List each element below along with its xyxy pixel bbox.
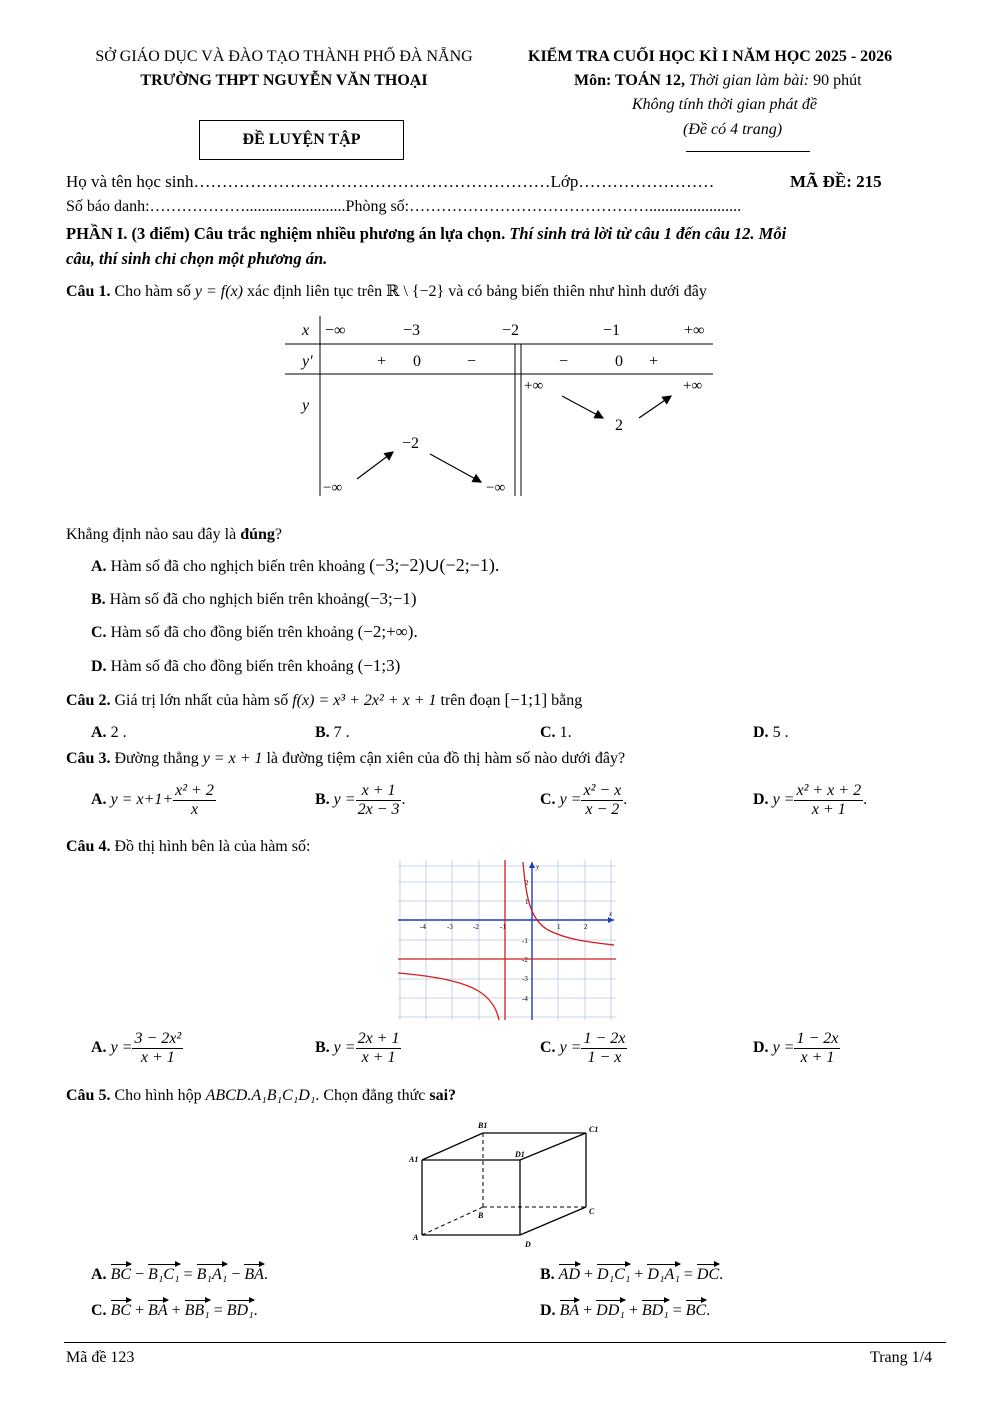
- y-tick: 2: [525, 879, 529, 887]
- x-val-1: −∞: [325, 322, 346, 339]
- vertex-label: A: [413, 1233, 419, 1242]
- x-axis-label: x: [609, 910, 613, 918]
- department-name: SỞ GIÁO DỤC VÀ ĐÀO TẠO THÀNH PHỐ ĐÀ NẴNG: [95, 48, 473, 65]
- practice-exam-box: ĐỀ LUYỆN TẬP: [199, 120, 404, 160]
- vertex-label: B1: [478, 1121, 488, 1130]
- q3-option-d[interactable]: D. y = $\frac{\text{x² + x + 2}}{x + 1}$ .: [753, 782, 868, 818]
- y-tick: -2: [522, 956, 528, 964]
- y-axis-label: y: [536, 863, 540, 871]
- q1-question: [66, 526, 282, 544]
- sign-5: 0: [615, 353, 623, 370]
- q2-func: f(x) = x³ + 2x² + x + 1: [292, 692, 437, 709]
- school-name: TRƯỜNG THPT NGUYỄN VĂN THOẠI: [140, 72, 428, 89]
- x-tick: -1: [500, 923, 506, 931]
- graph-grid: [398, 860, 616, 1020]
- table-y-label: y: [302, 397, 310, 414]
- q5-option-c[interactable]: C. BC + BA + BB₁ = BD₁.: [91, 1302, 258, 1319]
- variation-table: [285, 314, 715, 499]
- footer-rule: [64, 1342, 946, 1343]
- q5-box-name: ABCD.A₁B₁C₁D₁: [205, 1087, 316, 1104]
- vertex-label: C1: [589, 1125, 599, 1134]
- q2-label: Câu 2.: [66, 692, 111, 709]
- q3-option-c[interactable]: C. y = $\frac{\text{x² − x}}{x - 2}$ .: [540, 782, 628, 818]
- q4-graph: [398, 860, 618, 1022]
- exam-title: KIỂM TRA CUỐI HỌC KÌ I NĂM HỌC 2025 - 2026: [528, 48, 893, 65]
- q5-option-b[interactable]: B. AD + D₁C₁ + D₁A₁ = DC.: [540, 1266, 724, 1283]
- q3-label: Câu 3.: [66, 750, 111, 767]
- q3-option-a[interactable]: A. y = x+1+ $\frac{\text{x² + 2}}{x}$: [91, 782, 214, 818]
- q5-stem: Câu 5. Cho hình hộp ABCD.A₁B₁C₁D₁. Chọn đẳng thức sai?: [66, 1087, 457, 1104]
- x-val-4: −1: [603, 322, 621, 339]
- vertex-label: B: [478, 1211, 484, 1220]
- sign-3: −: [467, 353, 477, 370]
- vertex-label: D1: [515, 1150, 525, 1159]
- q1-option-d[interactable]: D. Hàm số đã cho đồng biến trên khoảng (−1;3): [91, 656, 401, 675]
- q3-stem: Câu 3. Đường thẳng y = x + 1 là đường tiệm cận xiên của đồ thị hàm số nào dưới đây?: [66, 750, 626, 767]
- table-x-label: x: [302, 322, 310, 339]
- y-tick: -1: [522, 937, 528, 945]
- sign-2: 0: [413, 353, 421, 370]
- q5-option-d[interactable]: D. BA + DD₁ + BD₁ = BC.: [540, 1302, 711, 1319]
- q5-option-a[interactable]: A. BC − B₁C₁ = B₁A₁ − BA.: [91, 1266, 268, 1283]
- vertex-label: A1: [409, 1155, 419, 1164]
- y-axis-arrow: [529, 862, 535, 868]
- student-name-line: Họ và tên học sinh………………………………………………………Lớp……………………: [66, 172, 715, 191]
- q4-option-a[interactable]: A. y = $\frac{\text{3 − 2x²}}{x + 1}$: [91, 1030, 182, 1066]
- footer-page-number: Trang 1/4: [870, 1349, 933, 1366]
- part1-instruction-2: câu, thí sinh chỉ chọn một phương án.: [66, 249, 328, 268]
- q1-option-c[interactable]: C. Hàm số đã cho đồng biến trên khoảng (−2;+∞).: [91, 622, 418, 641]
- subject-time-label: Thời gian làm bài:: [684, 72, 810, 89]
- x-tick: -4: [420, 923, 426, 931]
- q1-stem: [66, 281, 707, 301]
- q4-stem: Câu 4. Đồ thị hình bên là của hàm số:: [66, 838, 311, 855]
- q4-label: Câu 4.: [66, 838, 111, 855]
- q1-text-a: Cho hàm số: [110, 283, 195, 300]
- part1-title: [66, 224, 786, 244]
- q1-func: y = f(x): [194, 283, 244, 300]
- x-val-5: +∞: [684, 322, 705, 339]
- q1-text-b: xác định liên tục trên: [243, 283, 387, 300]
- curve-left-branch: [398, 973, 499, 1020]
- y-tick: 1: [525, 898, 529, 906]
- x-tick: -3: [447, 923, 453, 931]
- q1-question-text: Khẳng định nào sau đây là: [66, 526, 241, 543]
- q5-label: Câu 5.: [66, 1087, 111, 1104]
- x-tick: 1: [557, 923, 561, 931]
- pages-underline: [686, 151, 810, 152]
- q2-option-a[interactable]: A. 2 .: [91, 724, 127, 741]
- q1-question-mark: ?: [274, 526, 282, 543]
- q4-option-c[interactable]: C. y = $\frac{1 - 2x}{1 - x}$: [540, 1030, 626, 1066]
- q2-option-c[interactable]: C. 1.: [540, 724, 572, 741]
- footer-exam-code: Mã đề 123: [66, 1349, 135, 1366]
- student-id-line: Số báo danh:……………….........................Phòng số:……………………………………….......................: [66, 198, 742, 215]
- y-val-2: +∞: [683, 378, 703, 394]
- q2-option-b[interactable]: B. 7 .: [315, 724, 350, 741]
- q4-option-d[interactable]: D. y = $\frac{1 - 2x}{x + 1}$: [753, 1030, 839, 1066]
- sign-6: +: [649, 353, 659, 370]
- x-val-2: −3: [403, 322, 421, 339]
- sign-4: −: [559, 353, 569, 370]
- q5-parallelepiped: [405, 1118, 605, 1253]
- vertex-label: D: [525, 1240, 531, 1249]
- y-tick: -3: [522, 975, 528, 983]
- y-val-4: −2: [402, 435, 420, 452]
- x-val-3: −2: [502, 322, 520, 339]
- time-note: Không tính thời gian phát đề: [632, 96, 817, 113]
- part1-heading: PHẦN I. (3 điểm) Câu trắc nghiệm nhiều phương án lựa chọn.: [66, 224, 506, 243]
- y-val-3: 2: [615, 417, 623, 434]
- q2-option-d[interactable]: D. 5 .: [753, 724, 789, 741]
- curve-right-branch: [523, 862, 614, 945]
- pages-note: (Đề có 4 trang): [683, 121, 783, 138]
- y-val-6: −∞: [486, 480, 506, 496]
- q2-stem: Câu 2. Giá trị lớn nhất của hàm số f(x) = x³ + 2x² + x + 1 trên đoạn [−1;1] bằng: [66, 690, 583, 709]
- q3-option-b[interactable]: B. y = $\frac{x + 1}{2x - 3}$ .: [315, 782, 406, 818]
- y-val-1: +∞: [524, 378, 544, 394]
- q4-option-b[interactable]: B. y = $\frac{2x + 1}{x + 1}$: [315, 1030, 400, 1066]
- subject-minutes: 90 phút: [809, 72, 862, 89]
- q2-interval: [−1;1]: [504, 690, 548, 709]
- q1-question-emphasis: đúng: [240, 526, 275, 543]
- q3-line: y = x + 1: [202, 750, 263, 767]
- q1-option-b[interactable]: B. Hàm số đã cho nghịch biến trên khoảng(−3;−1): [91, 589, 417, 608]
- x-tick: 2: [584, 923, 588, 931]
- sign-1: +: [377, 353, 387, 370]
- part1-instruction-1: Thí sinh trả lời từ câu 1 đến câu 12. Mỗi: [505, 224, 787, 243]
- table-yp-label: y': [302, 353, 313, 370]
- q1-domain: ℝ \ {−2}: [386, 283, 445, 300]
- q1-option-a[interactable]: A. Hàm số đã cho nghịch biến trên khoảng (−3;−2)∪(−2;−1).: [91, 555, 500, 575]
- y-tick: -4: [522, 995, 528, 1003]
- exam-code: MÃ ĐỀ: 215: [790, 172, 882, 191]
- q1-text-c: và có bảng biến thiên như hình dưới đây: [444, 283, 707, 300]
- y-val-5: −∞: [323, 480, 343, 496]
- vertex-label: C: [589, 1207, 595, 1216]
- x-tick: -2: [473, 923, 479, 931]
- q1-label: Câu 1.: [66, 283, 111, 300]
- subject-line: [574, 72, 862, 90]
- subject-name: Môn: TOÁN 12,: [574, 72, 685, 89]
